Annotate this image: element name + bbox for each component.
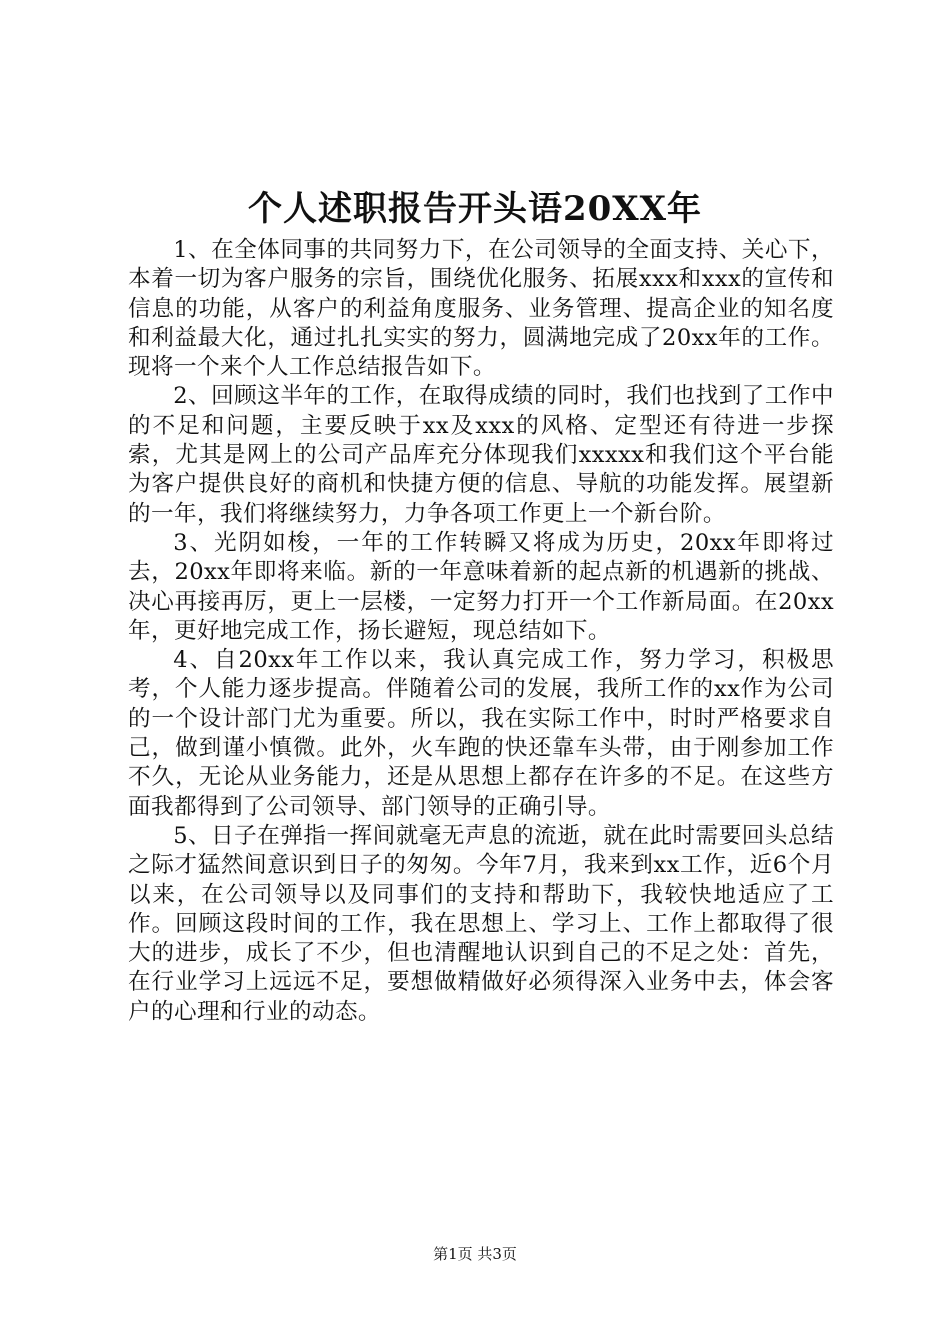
paragraph-4: 4、自20xx年工作以来，我认真完成工作，努力学习，积极思考，个人能力逐步提高。伴随着公司的发展，我所工作的xx作为公司的一个设计部门尤为重要。所以，我在实际工作中，时时严格要求自己，做到谨小慎微。此外，火车跑的快还靠车头带，由于刚参加工作不久，无论从业务能力，还是从思想上都存在许多的不足。在这些方面我都得到了公司领导、部门领导的正确引导。 — [128, 647, 834, 820]
paragraph-5: 5、日子在弹指一挥间就毫无声息的流逝，就在此时需要回头总结之际才猛然间意识到日子的匆匆。今年7月，我来到xx工作，近6个月以来，在公司领导以及同事们的支持和帮助下，我较快地适应了工作。回顾这段时间的工作，我在思想上、学习上、工作上都取得了很大的进步，成长了不少，但也清醒地认识到自己的不足之处：首先，在行业学习上远远不足，要想做精做好必须得深入业务中去，体会客户的心理和行业的动态。 — [128, 822, 834, 1025]
page-footer: 第1页 共3页 — [433, 1245, 517, 1263]
document-body — [128, 236, 834, 1027]
paragraph-3: 3、光阴如梭，一年的工作转瞬又将成为历史，20xx年即将过去，20xx年即将来临。新的一年意味着新的起点新的机遇新的挑战、决心再接再厉，更上一层楼，一定努力打开一个工作新局面。在20xx年，更好地完成工作，扬长避短，现总结如下。 — [128, 529, 834, 644]
paragraph-1: 1、在全体同事的共同努力下，在公司领导的全面支持、关心下，本着一切为客户服务的宗旨，围绕优化服务、拓展xxx和xxx的宣传和信息的功能，从客户的利益角度服务、业务管理、提高企业的知名度和利益最大化，通过扎扎实实的努力，圆满地完成了20xx年的工作。现将一个来个人工作总结报告如下。 — [128, 237, 834, 381]
document-title: 个人述职报告开头语20XX年 — [247, 189, 703, 229]
paragraph-2: 2、回顾这半年的工作，在取得成绩的同时，我们也找到了工作中的不足和问题，主要反映于xx及xxx的风格、定型还有待进一步探索，尤其是网上的公司产品库充分体现我们xxxxx和我们这个平台能为客户提供良好的商机和快捷方便的信息、导航的功能发挥。展望新的一年，我们将继续努力，力争各项工作更上一个新台阶。 — [128, 383, 834, 527]
